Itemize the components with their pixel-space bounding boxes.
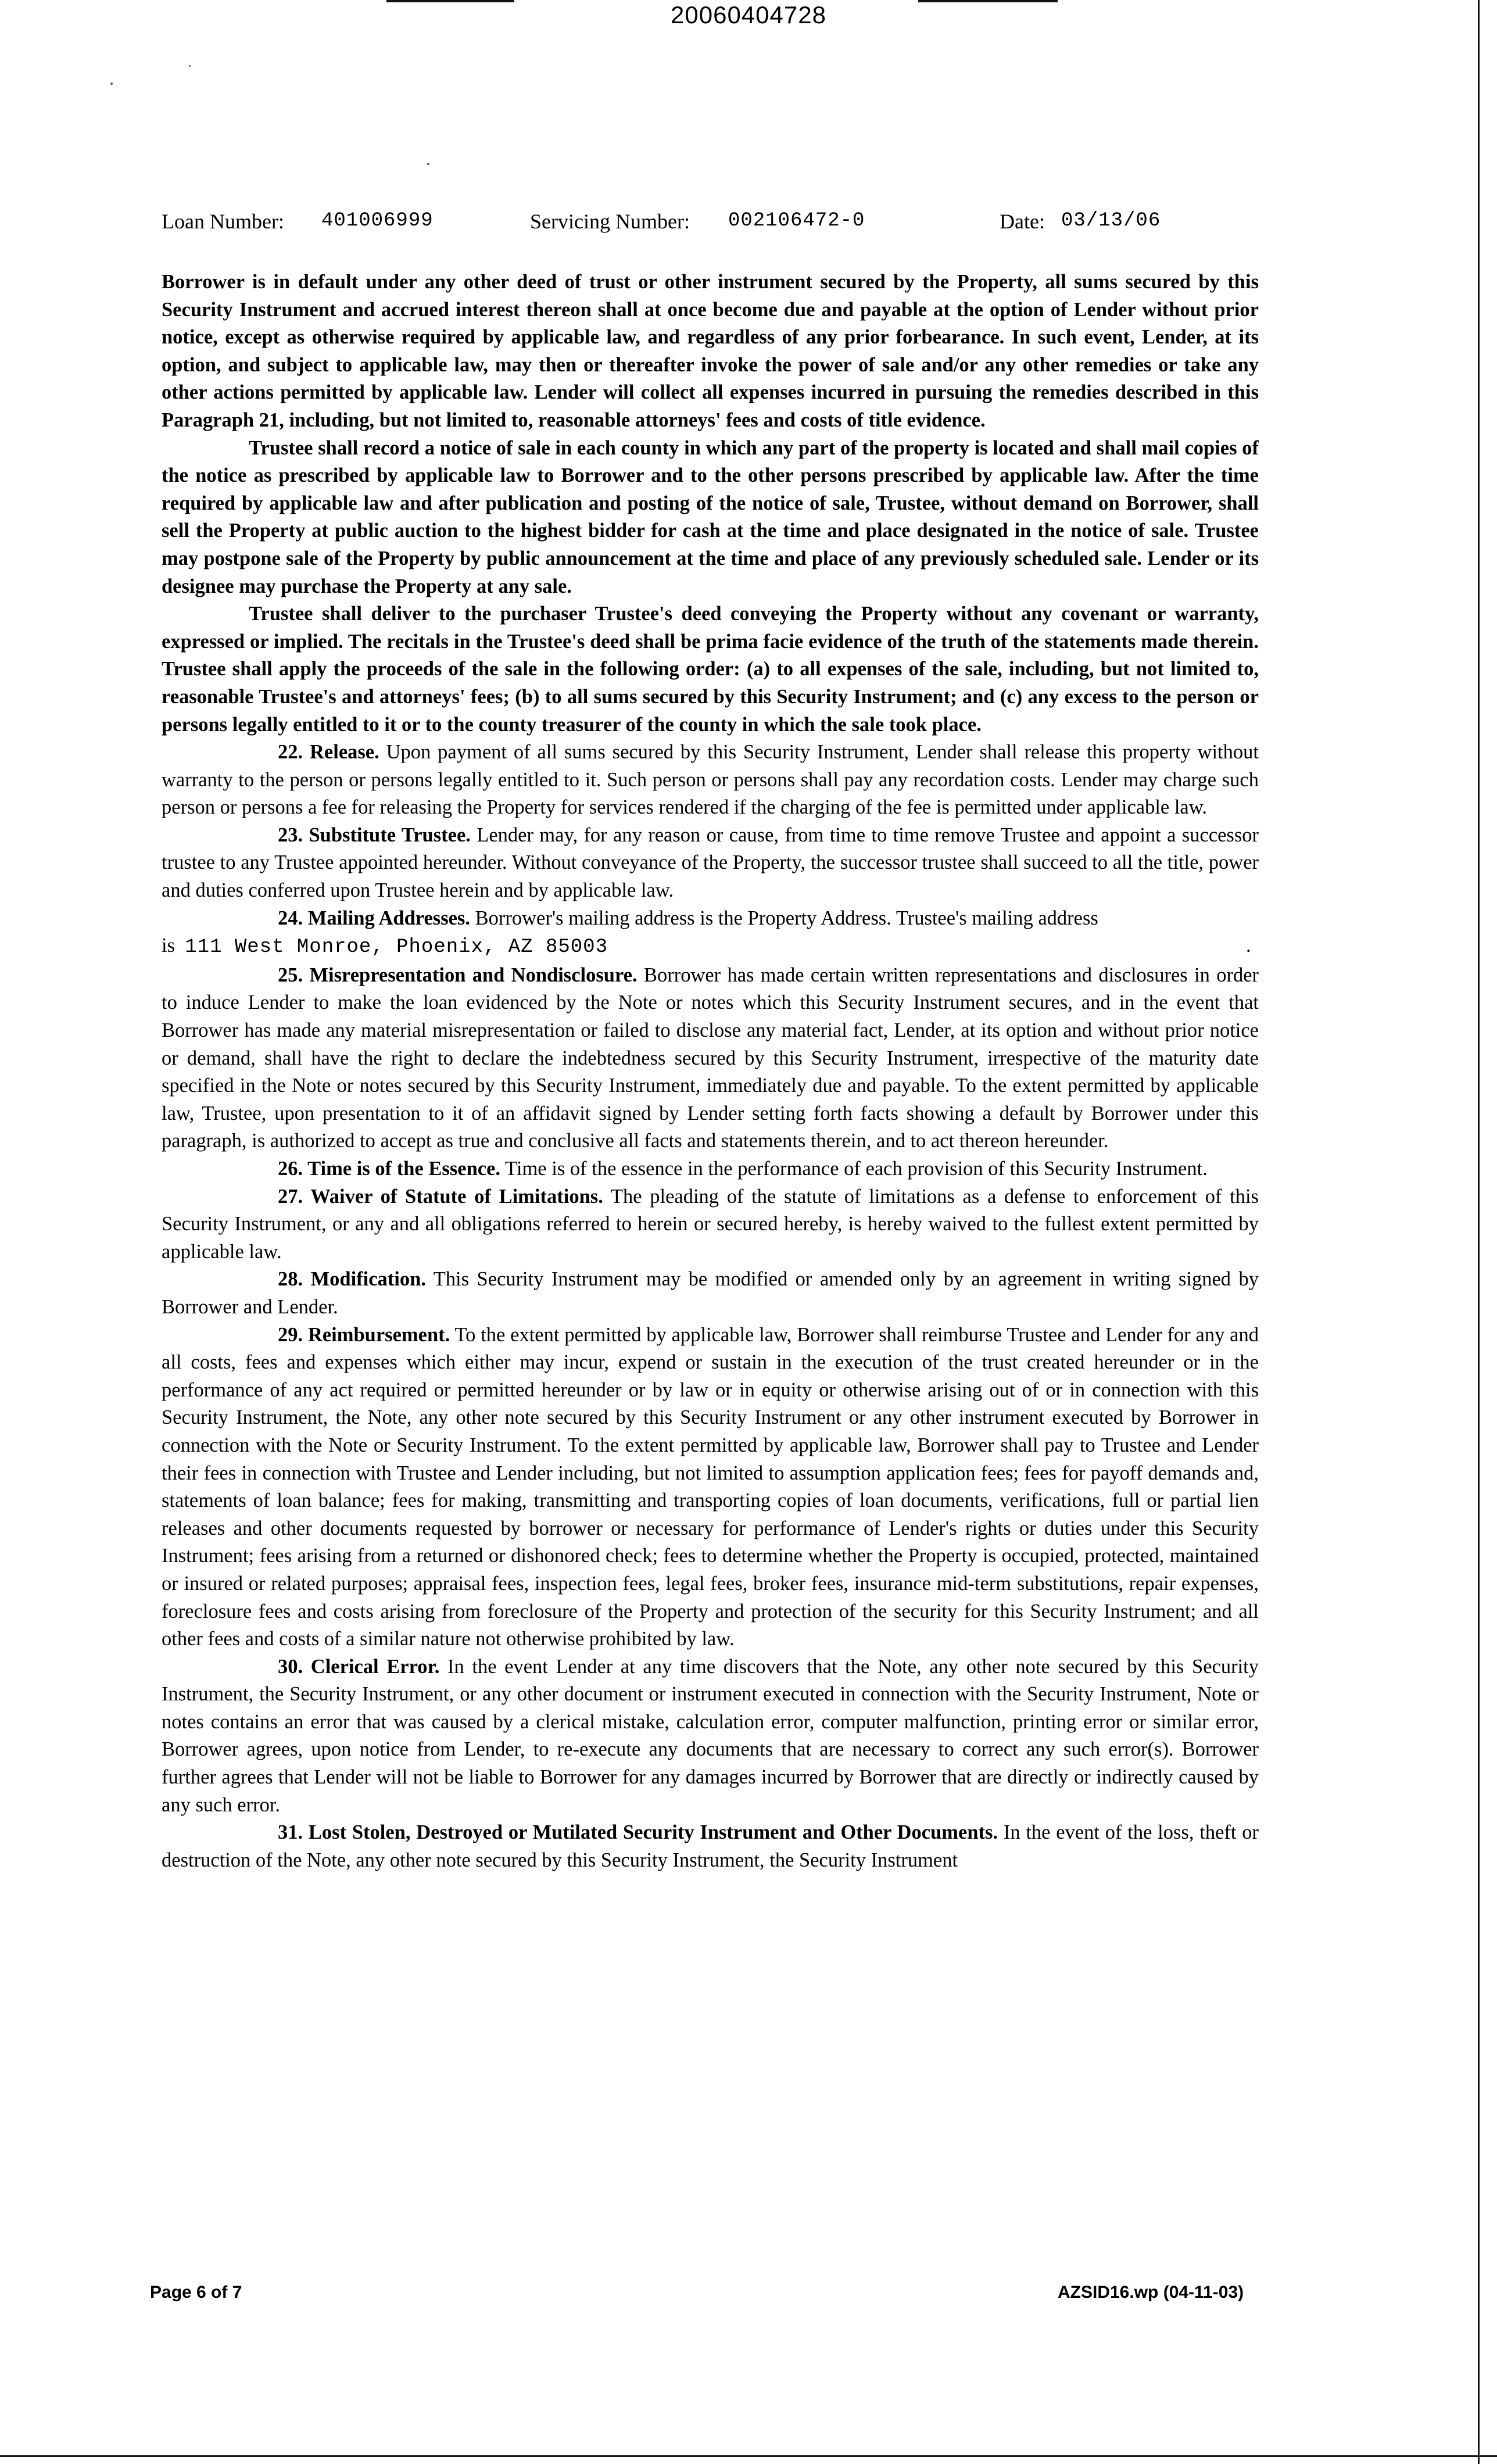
paragraph-trustee-deed: Trustee shall deliver to the purchaser Trustee's deed conveying the Property without any covenant or warranty, expressed or implied. The recitals in the Trustee's deed shall be prima facie evidence of the truth of the statements made therein. Trustee shall apply the proceeds of the sale in the following order: (a) to all expenses of the sale, including, but not limited to, reasonable Trustee's and attorneys' fees; (b) to all sums secured by this Security Instrument; and (c) any excess to the person or persons legally entitled to it or to the county treasurer of the county in which the sale took place. (162, 603, 1259, 736)
section-25 (162, 962, 1259, 1155)
document-body (162, 268, 1259, 1874)
servicing-number-value: 002106472-0 (728, 210, 865, 232)
section-24-address-line (162, 932, 1259, 962)
section-29-text: To the extent permitted by applicable law, Borrower shall reimburse Trustee and Lender for any and all costs, fees and expenses which either may incur, expend or sustain in the execution of the trust created hereunder or in the performance of any act required or permitted hereunder or by law or in equity or otherwise arising out of or in connection with this Security Instrument, the Note, any other note secured by this Security Instrument or any other instrument executed by Borrower in connection with the Note or Security Instrument. To the extent permitted by applicable law, Borrower shall pay to Trustee and Lender their fees in connection with Trustee and Lender including, but not limited to assumption application fees; fees for payoff demands and, statements of loan balance; fees for making, transmitting and transporting copies of loan documents, verifications, full or partial lien releases and other documents requested by borrower or necessary for performance of Lender's rights or duties under this Security Instrument; fees arising from a returned or dishonored check; fees to determine whether the Property is occupied, protected, maintained or insured or related purposes; appraisal fees, inspection fees, legal fees, broker fees, insurance mid-term substitutions, repair expenses, foreclosure fees and costs arising from foreclosure of the Property and protection of the security for this Security Instrument; and all other fees and costs of a similar nature not otherwise prohibited by law. (162, 1323, 1259, 1650)
paragraph-notice-of-sale: Trustee shall record a notice of sale in each county in which any part of the property is located and shall mail copies of the notice as prescribed by applicable law to Borrower and to the other persons prescribed by applicable law. After the time required by applicable law and after publication and posting of the notice of sale, Trustee, without demand on Borrower, shall sell the Property at public auction to the highest bidder for cash at the time and place designated in the notice of sale. Trustee may postpone sale of the Property by public announcement at the time and place of any previously scheduled sale. Lender or its designee may purchase the Property at any sale. (162, 436, 1259, 597)
section-27-heading: 27. Waiver of Statute of Limitations. (278, 1185, 603, 1208)
section-22 (162, 739, 1259, 822)
section-24-period: . (1246, 934, 1251, 957)
page-number: Page 6 of 7 (150, 2283, 242, 2302)
form-identifier: AZSID16.wp (04-11-03) (1058, 2283, 1244, 2302)
section-28 (162, 1266, 1259, 1321)
section-24-is: is (162, 934, 176, 957)
section-31 (162, 1819, 1259, 1874)
section-28-heading: 28. Modification. (278, 1268, 426, 1291)
trustee-mailing-address: 111 West Monroe, Phoenix, AZ 85003 (185, 936, 608, 959)
section-26-heading: 26. Time is of the Essence. (278, 1158, 501, 1180)
section-27 (162, 1183, 1259, 1266)
loan-header (162, 209, 1266, 244)
section-25-heading: 25. Misrepresentation and Nondisclosure. (278, 964, 638, 986)
section-22-text: Upon payment of all sums secured by this Security Instrument, Lender shall release this property without warranty to the person or persons legally entitled to it. Such person or persons shall pay any recordation costs. Lender may charge such person or persons a fee for releasing the Property for services rendered if the charging of the fee is permitted under applicable law. (162, 741, 1259, 819)
section-26 (162, 1155, 1259, 1183)
recording-number: 20060404728 (671, 1, 826, 28)
loan-number-label: Loan Number: (162, 210, 284, 233)
section-22-heading: 22. Release. (278, 741, 379, 764)
paragraph-default: Borrower is in default under any other deed of trust or other instrument secured by the Property, all sums secured by this Security Instrument and accrued interest thereon shall at once become due and payable at the option of Lender without prior notice, except as otherwise required by applicable law, and regardless of any prior forbearance. In such event, Lender, at its option, and subject to applicable law, may then or thereafter invoke the power of sale and/or any other remedies or take any other actions permitted by applicable law. Lender will collect all expenses incurred in pursuing the remedies described in this Paragraph 21, including, but not limited to, reasonable attorneys' fees and costs of title evidence. (162, 271, 1259, 431)
date-value: 03/13/06 (1061, 210, 1161, 232)
section-30-heading: 30. Clerical Error. (278, 1655, 440, 1678)
section-31-heading: 31. Lost Stolen, Destroyed or Mutilated Security Instrument and Other Documents. (278, 1821, 998, 1844)
servicing-number-label: Servicing Number: (530, 210, 690, 233)
section-29 (162, 1321, 1259, 1653)
section-24-text: Borrower's mailing address is the Property Address. Trustee's mailing address (470, 907, 1098, 929)
date-label: Date: (1000, 210, 1045, 233)
scan-speck (110, 83, 113, 85)
section-30 (162, 1653, 1259, 1820)
loan-number-value: 401006999 (321, 210, 434, 232)
section-25-text: Borrower has made certain written representations and disclosures in order to induce Lender to make the loan evidenced by the Note or notes which this Security Instrument secures, and in the event that Borrower has made any material misrepresentation or failed to disclose any material fact, Lender, at its option and without prior notice or demand, shall have the right to declare the indebtedness secured by this Security Instrument, irrespective of the maturity date specified in the Note or notes secured by this Security Instrument, immediately due and payable. To the extent permitted by applicable law, Trustee, upon presentation to it of an affidavit signed by Lender setting forth facts showing a default by Borrower under this paragraph, is authorized to accept as true and conclusive all facts and statements therein, and to act thereon hereunder. (162, 964, 1259, 1152)
section-28-text: This Security Instrument may be modified or amended only by an agreement in writing signed by Borrower and Lender. (162, 1268, 1259, 1318)
section-23-text: Lender may, for any reason or cause, from time to time remove Trustee and appoint a successor trustee to any Trustee appointed hereunder. Without conveyance of the Property, the successor trustee shall succeed to all the title, power and duties conferred upon Trustee herein and by applicable law. (162, 823, 1259, 902)
section-24 (162, 905, 1259, 933)
section-30-text: In the event Lender at any time discovers that the Note, any other note secured by this Security Instrument, the Security Instrument, or any other document or instrument executed in connection with the Security Instrument, Note or notes contains an error that was caused by a clerical mistake, calculation error, computer malfunction, printing error or similar error, Borrower agrees, upon notice from Lender, to re-execute any documents that are necessary to correct any such error(s). Borrower further agrees that Lender will not be liable to Borrower for any damages incurred by Borrower that are directly or indirectly caused by any such error. (162, 1655, 1259, 1816)
page-border-right (1478, 0, 1480, 2464)
section-29-heading: 29. Reimbursement. (278, 1323, 450, 1346)
section-23 (162, 822, 1259, 905)
section-26-text: Time is of the essence in the performance of each provision of this Security Instrument. (500, 1158, 1208, 1180)
scan-speck (189, 65, 191, 67)
section-31-text: In the event of the loss, theft or destruction of the Note, any other note secured by this Security Instrument, the Security Instrument (162, 1821, 1259, 1871)
section-27-text: The pleading of the statute of limitations as a defense to enforcement of this Security Instrument, or any and all obligations referred to herein or secured hereby, is hereby waived to the fullest extent permitted by applicable law. (162, 1185, 1259, 1263)
page-border-bottom (0, 2455, 1497, 2457)
section-23-heading: 23. Substitute Trustee. (278, 823, 471, 846)
section-24-heading: 24. Mailing Addresses. (278, 907, 470, 929)
scan-speck (427, 163, 429, 165)
